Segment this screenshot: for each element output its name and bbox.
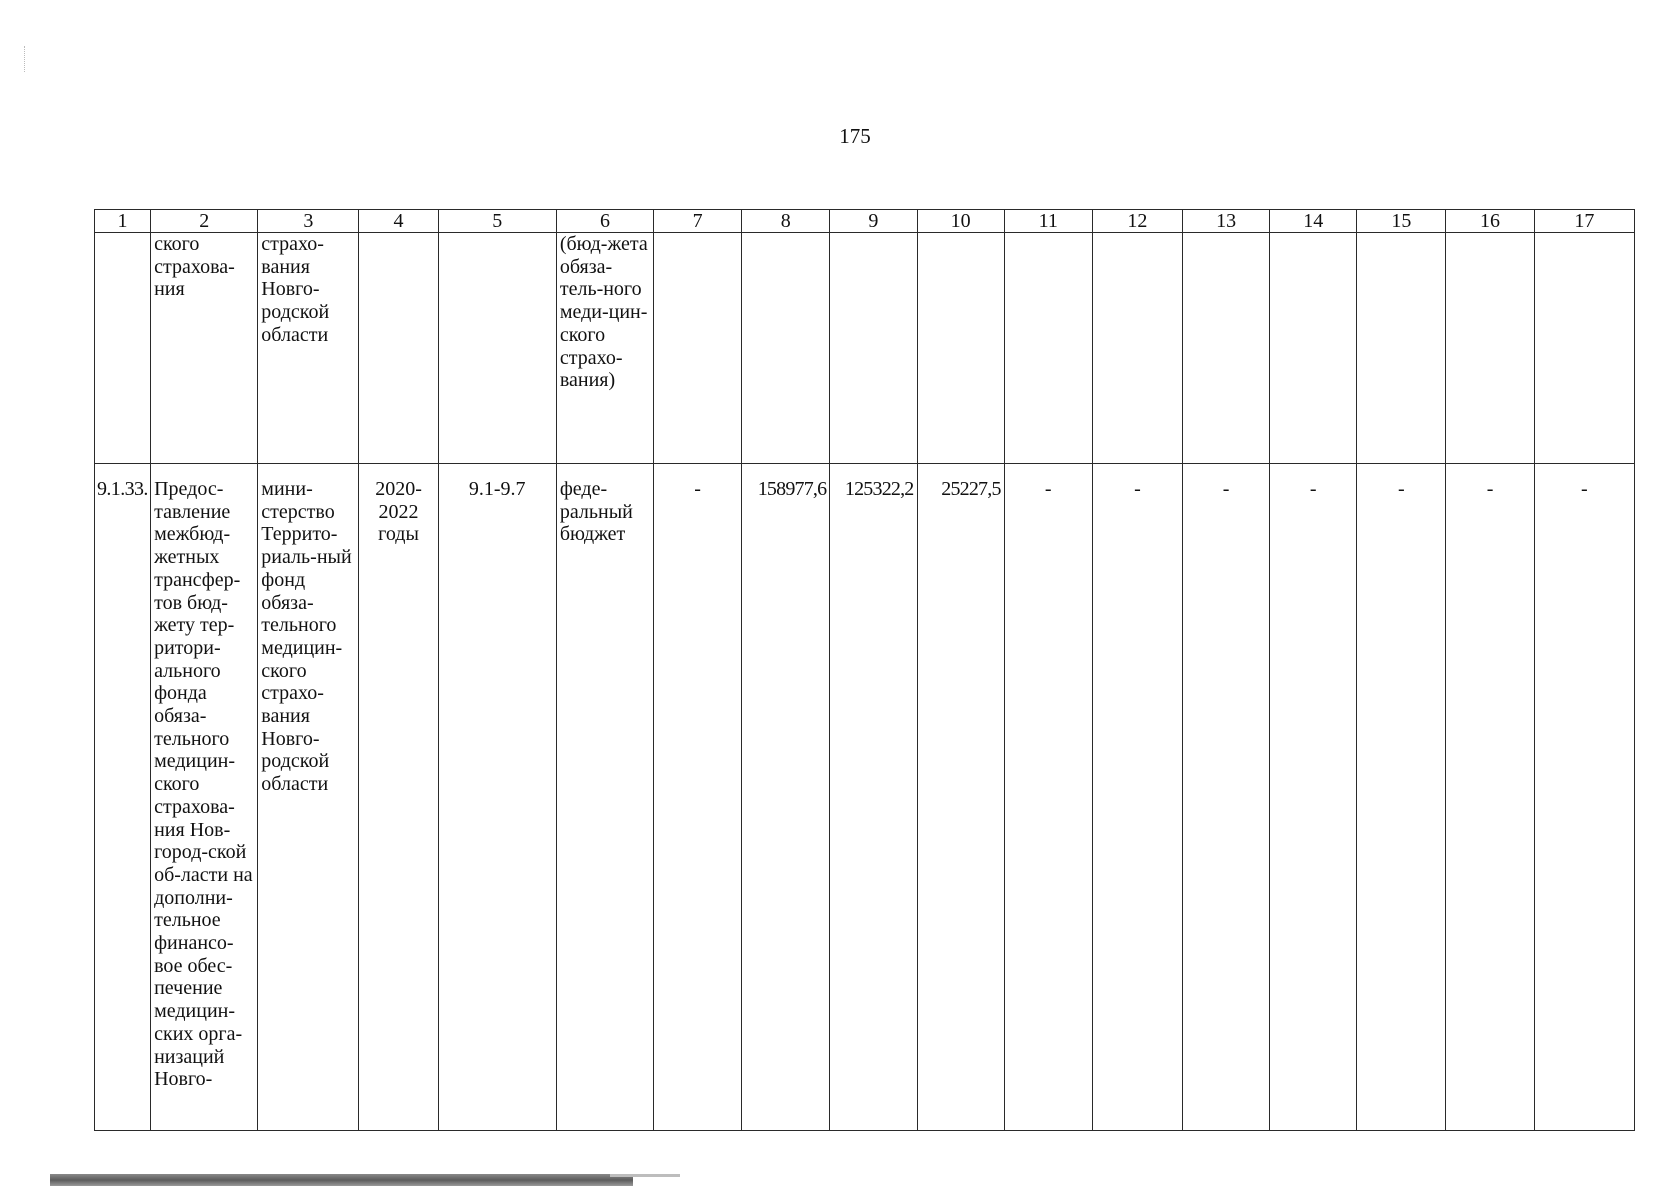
- cell-funding-source: (бюд-жета обяза-тель-ного меди-цин-ского страхо-вания): [556, 233, 653, 464]
- cell-amount: [742, 233, 830, 464]
- column-number: 9: [830, 210, 917, 233]
- cell-amount: [1004, 233, 1092, 464]
- cell-amount: [654, 233, 742, 464]
- column-number: 4: [359, 210, 438, 233]
- scan-edge-bar: [50, 1174, 633, 1186]
- column-number: 10: [917, 210, 1004, 233]
- column-number: 13: [1182, 210, 1269, 233]
- cell-executor: страхо-вания Новго-родской области: [258, 233, 359, 464]
- cell-amount: -: [1092, 464, 1182, 1131]
- table-row: [95, 464, 1635, 1131]
- cell-item-number: 9.1.33.: [95, 464, 151, 1131]
- cell-amount: -: [654, 464, 742, 1131]
- cell-item-number: [95, 233, 151, 464]
- cell-amount: 25227,5: [917, 464, 1004, 1131]
- cell-amount: [917, 233, 1004, 464]
- column-number: 2: [151, 210, 258, 233]
- column-number: 1: [95, 210, 151, 233]
- page-number: 175: [839, 124, 871, 148]
- column-number: 5: [438, 210, 556, 233]
- cell-target-indicators: 9.1-9.7: [438, 464, 556, 1131]
- column-number: 11: [1004, 210, 1092, 233]
- column-number: 12: [1092, 210, 1182, 233]
- cell-amount: -: [1534, 464, 1634, 1131]
- cell-amount: -: [1270, 464, 1357, 1131]
- column-number: 15: [1357, 210, 1446, 233]
- cell-amount: -: [1357, 464, 1446, 1131]
- column-number: 7: [654, 210, 742, 233]
- cell-amount: [1092, 233, 1182, 464]
- table-row: [95, 233, 1635, 464]
- cell-amount: 125322,2: [830, 464, 917, 1131]
- column-number: 16: [1446, 210, 1534, 233]
- column-number: 6: [556, 210, 653, 233]
- cell-amount: [1270, 233, 1357, 464]
- cell-measure-name: ского страхова-ния: [151, 233, 258, 464]
- cell-amount: [1534, 233, 1634, 464]
- cell-amount: [1182, 233, 1269, 464]
- cell-period: [359, 233, 438, 464]
- cell-target-indicators: [438, 233, 556, 464]
- margin-mark: [24, 46, 26, 72]
- cell-amount: [1357, 233, 1446, 464]
- cell-measure-name: Предос-тавление межбюд-жетных трансфер-тов бюд-жету тер-ритори-ального фонда обяза-тельного медицин-ского страхова-ния Нов-город-ской об-ласти на дополни-тельное финансо-вое обес-печение медицин-ских орга-низаций Новго-: [151, 464, 258, 1131]
- cell-amount: -: [1004, 464, 1092, 1131]
- cell-amount: [1446, 233, 1534, 464]
- column-number: 3: [258, 210, 359, 233]
- budget-table: [94, 209, 1635, 1131]
- column-number: 14: [1270, 210, 1357, 233]
- cell-amount: 158977,6: [742, 464, 830, 1131]
- column-number-row: [95, 210, 1635, 233]
- column-number: 17: [1534, 210, 1634, 233]
- cell-executor: мини-стерство Террито-риаль-ный фонд обяза-тельного медицин-ского страхо-вания Новго-родской области: [258, 464, 359, 1131]
- cell-period: 2020-2022 годы: [359, 464, 438, 1131]
- cell-funding-source: феде-ральный бюджет: [556, 464, 653, 1131]
- column-number: 8: [742, 210, 830, 233]
- cell-amount: -: [1182, 464, 1269, 1131]
- cell-amount: -: [1446, 464, 1534, 1131]
- cell-amount: [830, 233, 917, 464]
